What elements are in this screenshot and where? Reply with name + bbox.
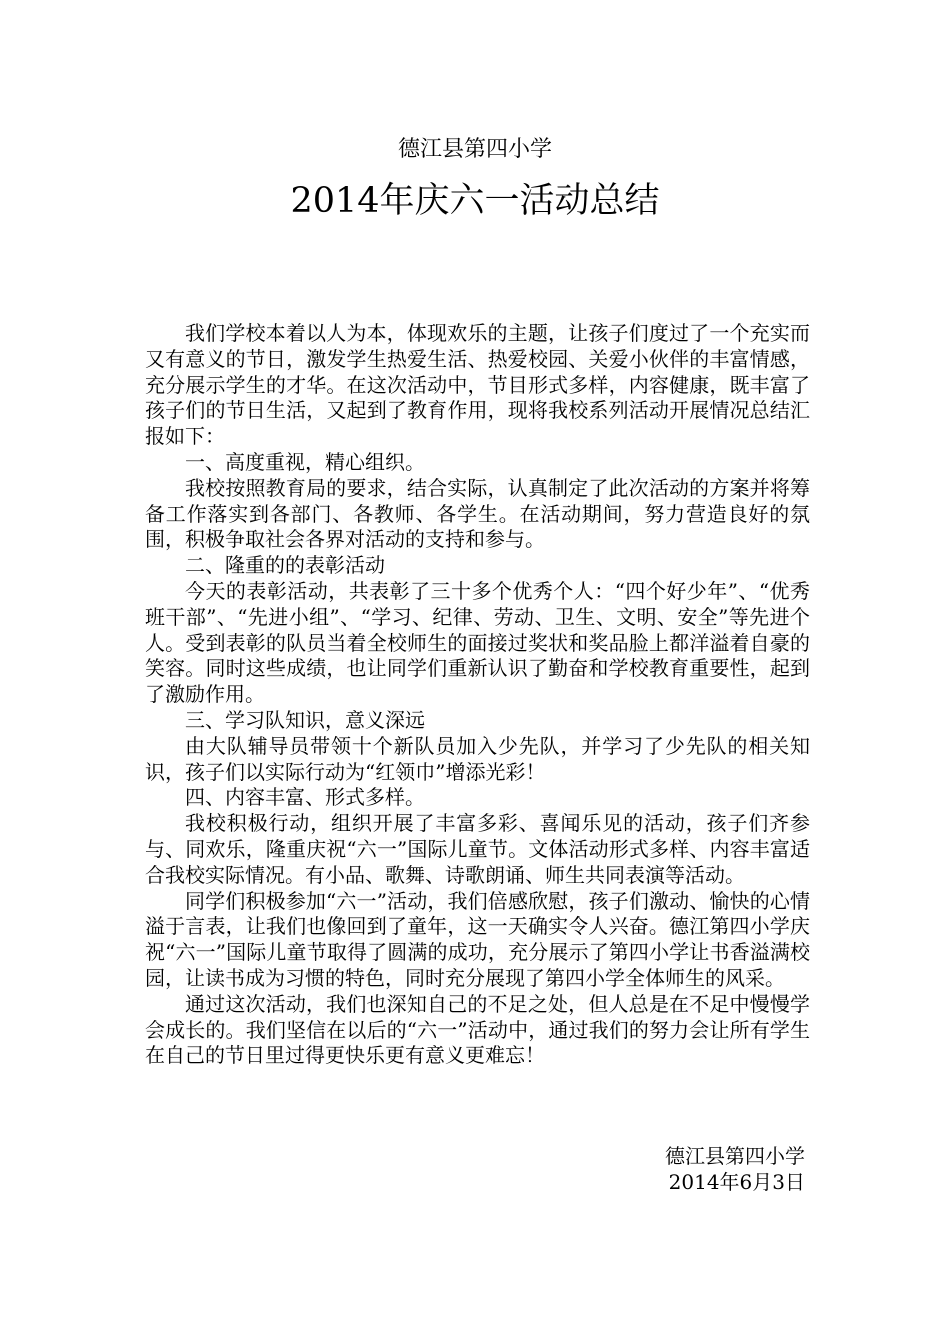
section-heading-1: 一、高度重视，精心组织。 [185,449,425,474]
section-paragraph-3: 由大队辅导员带领十个新队员加入少先队，并学习了少先队的相关知识，孩子们以实际行动为“红领巾”增添光彩！ [145,733,810,784]
signature-block [665,1143,805,1195]
signature-date: 2014年6月3日 [668,1170,805,1194]
section-paragraph-1: 我校按照教育局的要求，结合实际，认真制定了此次活动的方案并将筹备工作落实到各部门、各教师、各学生。在活动期间，努力营造良好的氛围，积极争取社会各界对活动的支持和参与。 [145,475,810,552]
section-paragraph-5: 同学们积极参加“六一”活动，我们倍感欣慰，孩子们激动、愉快的心情溢于言表，让我们也像回到了童年，这一天确实令人兴奋。德江第四小学庆祝“六一”国际儿童节取得了圆满的成功，充分展示了第四小学让书香溢满校园，让读书成为习惯的特色，同时充分展现了第四小学全体师生的风采。 [145,888,810,990]
section-heading-3: 三、学习队知识，意义深远 [185,707,425,732]
section-heading-4: 四、内容丰富、形式多样。 [185,785,425,810]
section-paragraph-4: 我校积极行动，组织开展了丰富多彩、喜闻乐见的活动，孩子们齐参与、同欢乐，隆重庆祝“六一”国际儿童节。文体活动形式多样、内容丰富适合我校实际情况。有小品、歌舞、诗歌朗诵、师生共同表演等活动。 [145,811,810,887]
signature-school: 德江县第四小学 [665,1144,805,1168]
closing-paragraph: 通过这次活动，我们也深知自己的不足之处，但人总是在不足中慢慢学会成长的。我们坚信在以后的“六一”活动中，通过我们的努力会让所有学生在自己的节日里过得更快乐更有意义更难忘！ [145,991,810,1068]
section-paragraph-2: 今天的表彰活动，共表彰了三十多个优秀个人：“四个好少年”、“优秀班干部”、“先进小组”、“学习、纪律、劳动、卫生、文明、安全”等先进个人。受到表彰的队员当着全校师生的面接过奖状和奖品脸上都洋溢着自豪的笑容。同时这些成绩，也让同学们重新认识了勤奋和学校教育重要性，起到了激励作用。 [145,578,810,707]
intro-paragraph: 我们学校本着以人为本，体现欢乐的主题，让孩子们度过了一个充实而又有意义的节日，激发学生热爱生活、热爱校园、关爱小伙伴的丰富情感，充分展示学生的才华。在这次活动中，节目形式多样，内容健康，既丰富了孩子们的节日生活，又起到了教育作用，现将我校系列活动开展情况总结汇报如下： [145,321,810,449]
document-body [145,321,810,1069]
section-heading-2: 二、隆重的的表彰活动 [185,553,385,578]
school-heading: 德江县第四小学 [397,137,552,162]
document-title: 2014年庆六一活动总结 [290,181,660,221]
